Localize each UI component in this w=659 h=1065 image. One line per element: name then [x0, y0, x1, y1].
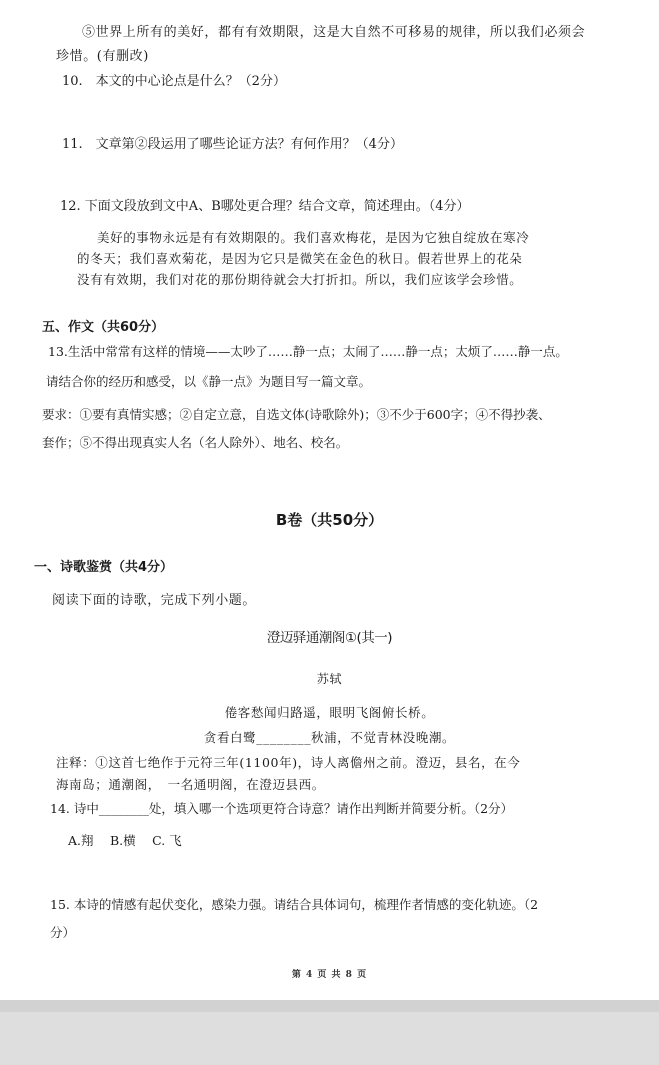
- question-13-line-2: 请结合你的经历和感受，以《静一点》为题目写一篇文章。: [46, 374, 372, 389]
- question-13-requirement-2: 套作；⑤不得出现真实人名（名人除外）、地名、校名。: [42, 435, 349, 450]
- q12-passage-line-2: 的冬天；我们喜欢菊花，是因为它只是微笑在金色的秋日。假若世界上的花朵: [77, 251, 523, 266]
- poem-line-1: 倦客愁闻归路遥，眼明飞阁俯长桥。: [224, 705, 435, 720]
- b-instruction: 阅读下面的诗歌，完成下列小题。: [52, 593, 257, 608]
- question-10: 10. 本文的中心论点是什么？（2分）: [62, 74, 286, 89]
- question-14-options: A.翔 B.横 C. 飞: [68, 833, 182, 848]
- question-11: 11. 文章第②段运用了哪些论证方法？有何作用？（4分）: [62, 137, 403, 152]
- q12-passage-line-1: 美好的事物永远是有有效期限的。我们喜欢梅花，是因为它独自绽放在寒冷: [97, 230, 530, 245]
- poem-title: 澄迈驿通潮阁①(其一): [266, 630, 393, 646]
- question-13: 13.生活中常常有这样的情境——太吵了……静一点；太闹了……静一点；太烦了……静一点。: [48, 344, 568, 359]
- question-15-line-1: 15. 本诗的情感有起伏变化，感染力强。请结合具体词句，梳理作者情感的变化轨迹。（2: [50, 897, 539, 912]
- question-12: 12. 下面文段放到文中A、B哪处更合理？结合文章，简述理由。（4分）: [60, 199, 470, 214]
- poem-line-2: 贪看白鹭________秋浦，不觉青林没晚潮。: [203, 730, 456, 745]
- intro-line-2: 珍惜。(有删改): [56, 49, 149, 64]
- section-5-title: 五、作文（共60分）: [42, 320, 165, 335]
- q12-passage-line-3: 没有有效期，我们对花的那份期待就会大打折扣。所以，我们应该学会珍惜。: [77, 272, 523, 287]
- poem-author: 苏轼: [316, 672, 343, 686]
- b-section-1-title: 一、诗歌鉴赏（共4分）: [34, 560, 174, 575]
- question-15-line-2: 分）: [50, 925, 76, 940]
- intro-line-1: ⑤世界上所有的美好，都有有效期限，这是大自然不可移易的规律，所以我们必须会: [82, 25, 586, 40]
- note-line-1: 注释：①这首七绝作于元符三年(1100年)，诗人离儋州之前。澄迈，县名，在今: [56, 755, 521, 770]
- viewer-divider: [0, 1000, 659, 1012]
- page-footer: 第 4 页 共 8 页: [291, 970, 368, 980]
- question-13-requirement-1: 要求：①要有真情实感；②自定立意，自选文体(诗歌除外)；③不少于600字；④不得抄袭、: [42, 407, 551, 422]
- viewer-background: [0, 1000, 659, 1065]
- question-14: 14. 诗中________处，填入哪一个选项更符合诗意？请作出判断并简要分析。（2分）: [50, 801, 514, 816]
- b-volume-title: B卷（共50分）: [275, 511, 384, 529]
- note-line-2: 海南岛；通潮阁， 一名通明阁，在澄迈县西。: [56, 777, 325, 792]
